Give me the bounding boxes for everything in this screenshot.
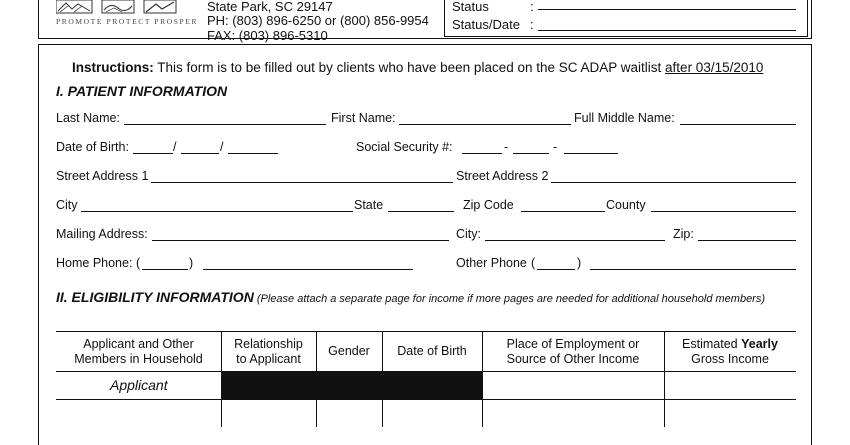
home-phone-paren-open: ( (136, 256, 141, 270)
street-address-1-field[interactable] (151, 182, 453, 183)
table-top-rule (56, 331, 796, 332)
mailing-city-field[interactable] (485, 240, 665, 241)
mailing-zip-label: Zip: (673, 227, 694, 241)
address-line: State Park, SC 29147 (207, 0, 333, 14)
section-patient-information-title: I. PATIENT INFORMATION (56, 83, 228, 99)
mailing-city-label: City: (456, 227, 481, 241)
instructions-text: This form is to be filled out by clients who have been placed on the SC ADAP waitlist (153, 60, 666, 75)
street-address-1-label: Street Address 1 (56, 169, 149, 183)
street-address-2-field[interactable] (551, 182, 796, 183)
col-header-applicant-line1: Applicant and Other (83, 337, 194, 351)
other-phone-paren-open: ( (531, 256, 536, 270)
ssn-part3-field[interactable] (564, 153, 618, 154)
household-member-income-field[interactable] (665, 400, 795, 427)
middle-name-label: Full Middle Name: (574, 111, 675, 125)
mailing-address-field[interactable] (152, 240, 449, 241)
home-phone-label: Home Phone: (56, 256, 133, 270)
col-header-dob: Date of Birth (397, 344, 467, 358)
status-field[interactable] (538, 9, 796, 10)
sc-dhec-logo (56, 0, 196, 14)
col-header-gender: Gender (328, 344, 370, 358)
status-date-label: Status/Date (452, 17, 520, 32)
city-label: City (56, 198, 78, 212)
col-header-relationship-line1: Relationship (234, 337, 303, 351)
zip-code-label: Zip Code (463, 198, 514, 212)
status-colon: : (530, 0, 534, 14)
first-name-field[interactable] (399, 124, 571, 125)
section-eligibility-title: II. ELIGIBILITY INFORMATION (56, 289, 254, 305)
applicant-income-field[interactable] (665, 372, 795, 398)
status-date-field[interactable] (538, 30, 796, 31)
state-field[interactable] (388, 211, 454, 212)
applicant-row-label: Applicant (110, 377, 168, 393)
instructions-date: after 03/15/2010 (665, 60, 764, 75)
col-header-income-line1 (664, 337, 796, 352)
household-member-employment-field[interactable] (483, 400, 663, 427)
street-address-2-label: Street Address 2 (456, 169, 549, 183)
other-phone-paren-close: ) (577, 256, 582, 270)
col-header-relationship (221, 337, 316, 367)
first-name-label: First Name: (331, 111, 396, 125)
home-phone-paren-close: ) (189, 256, 194, 270)
fax-line: FAX: (803) 896-5310 (207, 28, 328, 43)
dob-year-field[interactable] (228, 153, 278, 154)
county-label: County (606, 198, 646, 212)
col-header-employment-line1: Place of Employment or (506, 337, 640, 351)
middle-name-field[interactable] (680, 124, 796, 125)
household-member-relationship-field[interactable] (222, 400, 315, 427)
other-phone-number-field[interactable] (590, 269, 796, 270)
applicant-employment-field[interactable] (483, 372, 663, 398)
instructions-prefix: Instructions: (72, 60, 154, 75)
home-phone-area-field[interactable] (142, 269, 188, 270)
last-name-label: Last Name: (56, 111, 120, 125)
col-header-income-line2: Gross Income (691, 352, 769, 366)
state-label: State (354, 198, 384, 212)
household-member-dob-field[interactable] (383, 400, 481, 427)
status-date-colon: : (530, 17, 534, 32)
instructions (72, 60, 763, 75)
dob-day-field[interactable] (181, 153, 219, 154)
ssn-part1-field[interactable] (462, 153, 502, 154)
col-header-relationship-line2: to Applicant (236, 352, 301, 366)
section-eligibility-heading (56, 289, 765, 307)
logo-mark-icon (56, 0, 196, 14)
col-header-applicant-line2: Members in Household (74, 352, 203, 366)
col-header-income (664, 337, 796, 367)
last-name-field[interactable] (124, 124, 326, 125)
section-eligibility-note: (Please attach a separate page for income if more pages are needed for additional household members) (253, 293, 766, 305)
dob-slash-2: / (220, 140, 224, 154)
dob-label: Date of Birth: (56, 140, 129, 154)
col-header-employment-line2: Source of Other Income (506, 352, 640, 366)
city-field[interactable] (81, 211, 353, 212)
ssn-dash-2: - (553, 140, 558, 154)
other-phone-area-field[interactable] (537, 269, 575, 270)
other-phone-label: Other Phone (456, 256, 527, 270)
dob-slash-1: / (173, 140, 177, 154)
county-field[interactable] (651, 211, 796, 212)
ssn-label: Social Security #: (356, 140, 453, 154)
mailing-address-label: Mailing Address: (56, 227, 148, 241)
zip-code-field[interactable] (521, 211, 605, 212)
col-header-income-estimated: Estimated (682, 337, 742, 351)
phone-line: PH: (803) 896-6250 or (800) 856-9954 (207, 13, 429, 28)
ssn-part2-field[interactable] (513, 153, 549, 154)
household-member-name-field[interactable] (57, 400, 220, 427)
household-member-gender-field[interactable] (317, 400, 381, 427)
col-header-applicant (56, 337, 221, 367)
home-phone-number-field[interactable] (203, 269, 413, 270)
status-label: Status (452, 0, 489, 14)
col-header-income-yearly: Yearly (741, 337, 778, 351)
dob-month-field[interactable] (133, 153, 173, 154)
mailing-zip-field[interactable] (698, 240, 796, 241)
applicant-row-blocked-cells (221, 371, 482, 399)
ssn-dash-1: - (504, 140, 509, 154)
logo-tagline: PROMOTE PROTECT PROSPER (56, 17, 199, 26)
col-header-employment (482, 337, 664, 367)
